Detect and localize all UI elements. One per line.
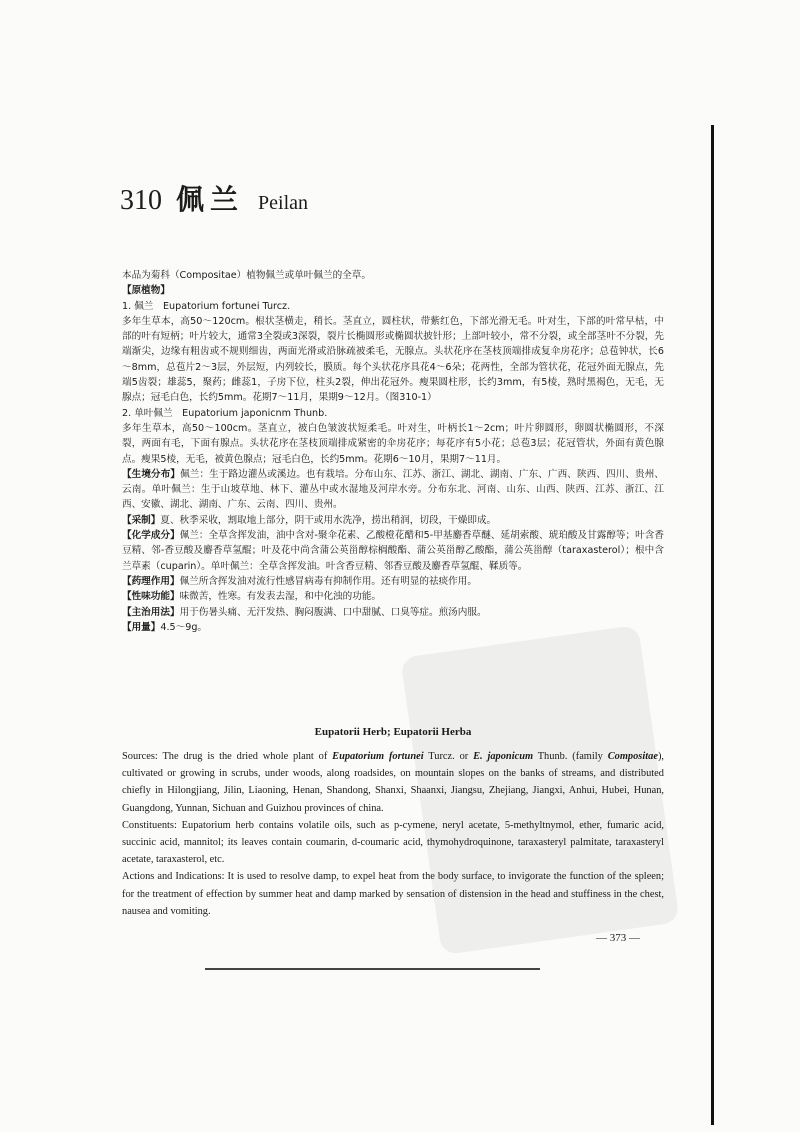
page-number: — 373 —: [596, 932, 640, 944]
distribution-paragraph: [122, 467, 664, 513]
dose-text: 4.5～9g。: [160, 621, 208, 633]
species-name-1: Eupatorium fortunei: [332, 751, 424, 762]
plant2-description: 多年生草本，高50～100cm。茎直立，被白色皱波状短柔毛。叶对生，叶柄长1～2cm；叶片卵圆形，卵圆状椭圆形，不深裂，两面有毛，下面有腺点。头状花序在茎枝顶端排成紧密的伞房花序；每花序有5小花；总苞3层；花冠管状，外面有黄色腺点。瘦果5棱，无毛，被黄色腺点；冠毛白色，长约5mm。花期6～10月，果期7～11月。: [122, 422, 664, 465]
species-name-2: E. japonicum: [473, 751, 534, 762]
bottom-rule: [205, 968, 540, 970]
entry-heading: [120, 178, 308, 218]
scan-edge-line: [711, 125, 714, 1125]
dose-paragraph: [122, 620, 664, 635]
harvest-text: 夏、秋季采收，割取地上部分，阴干或用水洗净，捞出稍润，切段，干燥即成。: [160, 514, 497, 526]
chemistry-label: 【化学成分】: [122, 530, 180, 542]
usage-text: 用于伤暑头痛、无汗发热、胸闷腹满、口中甜腻、口臭等症。煎汤内服。: [179, 606, 487, 618]
harvest-paragraph: [122, 513, 664, 528]
entry-title-pinyin: Peilan: [258, 192, 309, 214]
section-plant-label: 【原植物】: [122, 285, 170, 297]
sources-label: Sources:: [122, 751, 158, 762]
entry-number: 310: [120, 185, 162, 216]
english-body: [122, 748, 664, 920]
usage-label: 【主治用法】: [122, 606, 180, 618]
sources-text-a: The drug is the dried whole plant of: [157, 751, 333, 762]
entry-title-chinese: 佩兰: [176, 183, 245, 216]
chinese-body: [122, 268, 664, 635]
sources-text-d: ), cultivated or growing in scrubs, under woods, along roadsides, on mountain slopes on the banks of streams, and distributed chiefly in Hilongjiang, Jilin, Liaoning, Henan, Shandong, Shanxi, Shaanxi, Jiangsu, Zhejiang, Jiangxi, Anhui, Hubei, Hunan, Guangdong, Yunnan, Sichuan and Guizhou provinces of china.: [122, 751, 664, 814]
actions-paragraph: Actions and Indications: It is used to resolve damp, to expel heat from the body surface, to invigorate the function of the spleen; for the treatment of effection by summer heat and damp marked by sensation of distension in the head and stuffiness in the chest, nausea and vomiting.: [122, 871, 664, 917]
taste-label: 【性味功能】: [122, 591, 180, 603]
pharmacology-text: 佩兰所含挥发油对流行性感冒病毒有抑制作用。还有明显的祛痰作用。: [179, 575, 477, 587]
dose-label: 【用量】: [122, 621, 161, 633]
plant2-name: 2. 单叶佩兰 Eupatorium japonicnm Thunb.: [122, 407, 328, 419]
harvest-label: 【采制】: [122, 514, 161, 526]
family-name: Compositae: [607, 751, 658, 762]
pharmacology-label: 【药理作用】: [122, 575, 180, 587]
intro-text: 本品为菊科（Compositae）植物佩兰或单叶佩兰的全草。: [122, 270, 371, 281]
distribution-text: 佩兰：生于路边灌丛或溪边。也有栽培。分布山东、江苏、浙江、湖北、湖南、广东、广西、陕西、四川、贵州、云南。单叶佩兰：生于山坡草地、林下、灌丛中或水湿地及河岸水旁。分布东北、河南、山东、山西、陕西、江苏、浙江、江西、安徽、湖北、湖南、广东、云南、四川、贵州。: [122, 468, 665, 511]
sources-text-c: Thunb. (family: [533, 751, 608, 762]
chemistry-text: 佩兰：全草含挥发油，油中含对-聚伞花素、乙酸橙花醋和5-甲基麝香草醚、延胡索酸、琥珀酸及甘露醇等；叶含香豆精、邻-香豆酸及麝香草氢醌；叶及花中尚含蒲公英甾醇棕榈酸酯、蒲公英甾醇乙酸酯，蒲公英甾醇（taraxasterol）；根中含兰草素（cuparin）。单叶佩兰：全草含挥发油。叶含香豆精、邻香豆酸及麝香草氢醌、鞣质等。: [122, 530, 664, 572]
usage-paragraph: [122, 605, 664, 620]
sources-paragraph: [122, 748, 664, 817]
constituents-paragraph: Constituents: Eupatorium herb contains volatile oils, such as p-cymene, neryl acetate, 5-methyltnymol, ether, fumaric acid, succinic acid, mannitol; its leaves contain coumarin, d-coumaric acid, thymohydroquinone, taraxasteryl palmitate, taraxasteryl acetate, taraxasterol, etc.: [122, 819, 664, 866]
taste-text: 味微苦，性寒。有发表去湿，和中化浊的功能。: [179, 591, 382, 603]
plant1-name: 1. 佩兰 Eupatorium fortunei Turcz.: [122, 300, 291, 312]
english-title: Eupatorii Herb; Eupatorii Herba: [314, 726, 472, 738]
plant1-description: 多年生草本，高50～120cm。根状茎横走，稍长。茎直立，圆柱状，带紫红色，下部光滑无毛。叶对生，下部的叶常早枯，中部的叶有短柄；叶片较大，通常3全裂或3深裂，裂片长椭圆形或椭圆状披针形；上部叶较小，常不分裂，或全部茎叶不分裂，先端渐尖，边缘有粗齿或不规则细齿，两面光滑或沿脉疏被柔毛，无腺点。头状花序在茎枝顶端排成复伞房花序；总苞钟状，长6～8mm，总苞片2～3层，外层短，内列较长，膜质。每个头状花序具花4～6朵；花两性，全部为管状花，花冠外面无腺点，先端5齿裂；雄蕊5，聚药；雌蕊1，子房下位，柱头2裂，伸出花冠外。瘦果圆柱形，长约3mm，有5棱，熟时黑褐色，无毛，无腺点；冠毛白色，长约5mm。花期7～11月，果期9～12月。（图310-1）: [122, 315, 664, 404]
chemistry-paragraph: [122, 528, 664, 574]
sources-text-b: Turcz. or: [423, 751, 474, 762]
pharmacology-paragraph: [122, 574, 664, 589]
distribution-label: 【生境分布】: [122, 468, 181, 480]
taste-paragraph: [122, 589, 664, 604]
